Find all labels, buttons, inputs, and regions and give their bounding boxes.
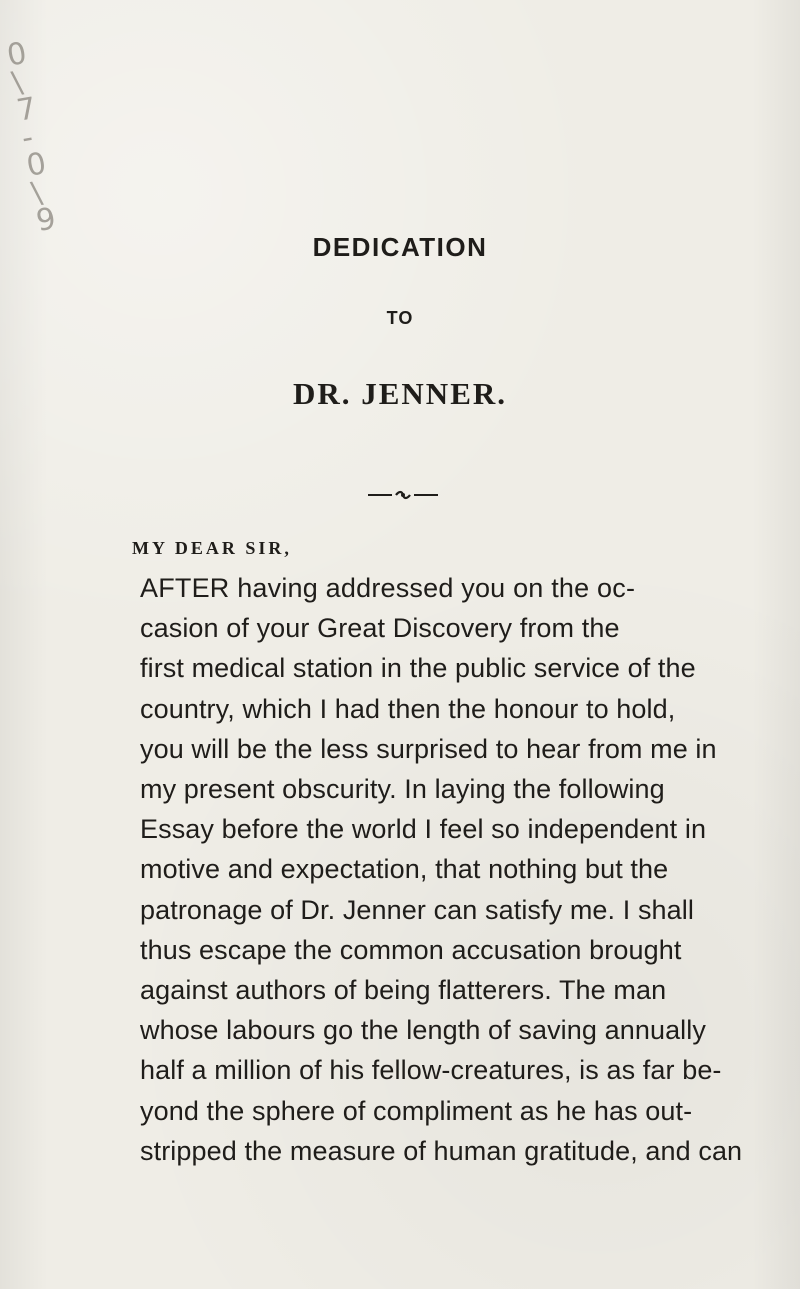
body-line: patronage of Dr. Jenner can satisfy me. I shall [140,894,694,925]
margin-scribble: 0 \ 7 - 0 \ 9 [4,35,59,240]
body-line: Essay before the world I feel so independent in [140,814,707,845]
body-line: thus escape the common accusation brought [140,934,682,965]
dedication-to: TO [386,308,414,328]
body-line: first medical station in the public service of the [140,653,696,684]
body-line: stripped the measure of human gratitude, and can [140,1135,743,1166]
body-line: AFTER having addressed you on the oc- [140,573,636,603]
dedication-heading: DEDICATION [312,232,488,262]
body-line: whose labours go the length of saving annually [140,1015,706,1046]
dedication-body [140,568,772,1171]
body-line: you will be the less surprised to hear from me in [140,733,717,764]
dedication-recipient: DR. JENNER. [292,376,508,411]
body-line: casion of your Great Discovery from the [140,613,620,644]
body-line: motive and expectation, that nothing but the [140,854,669,885]
ornament-divider [366,490,440,500]
body-line: half a million of his fellow-creatures, is as far be- [140,1055,722,1086]
salutation: MY DEAR SIR, [132,538,292,558]
body-line: against authors of being flatterers. The man [140,975,667,1006]
body-line: country, which I had then the honour to hold, [140,693,676,724]
body-line: yond the sphere of compliment as he has out- [140,1095,693,1126]
body-line: my present obscurity. In laying the following [140,774,665,805]
